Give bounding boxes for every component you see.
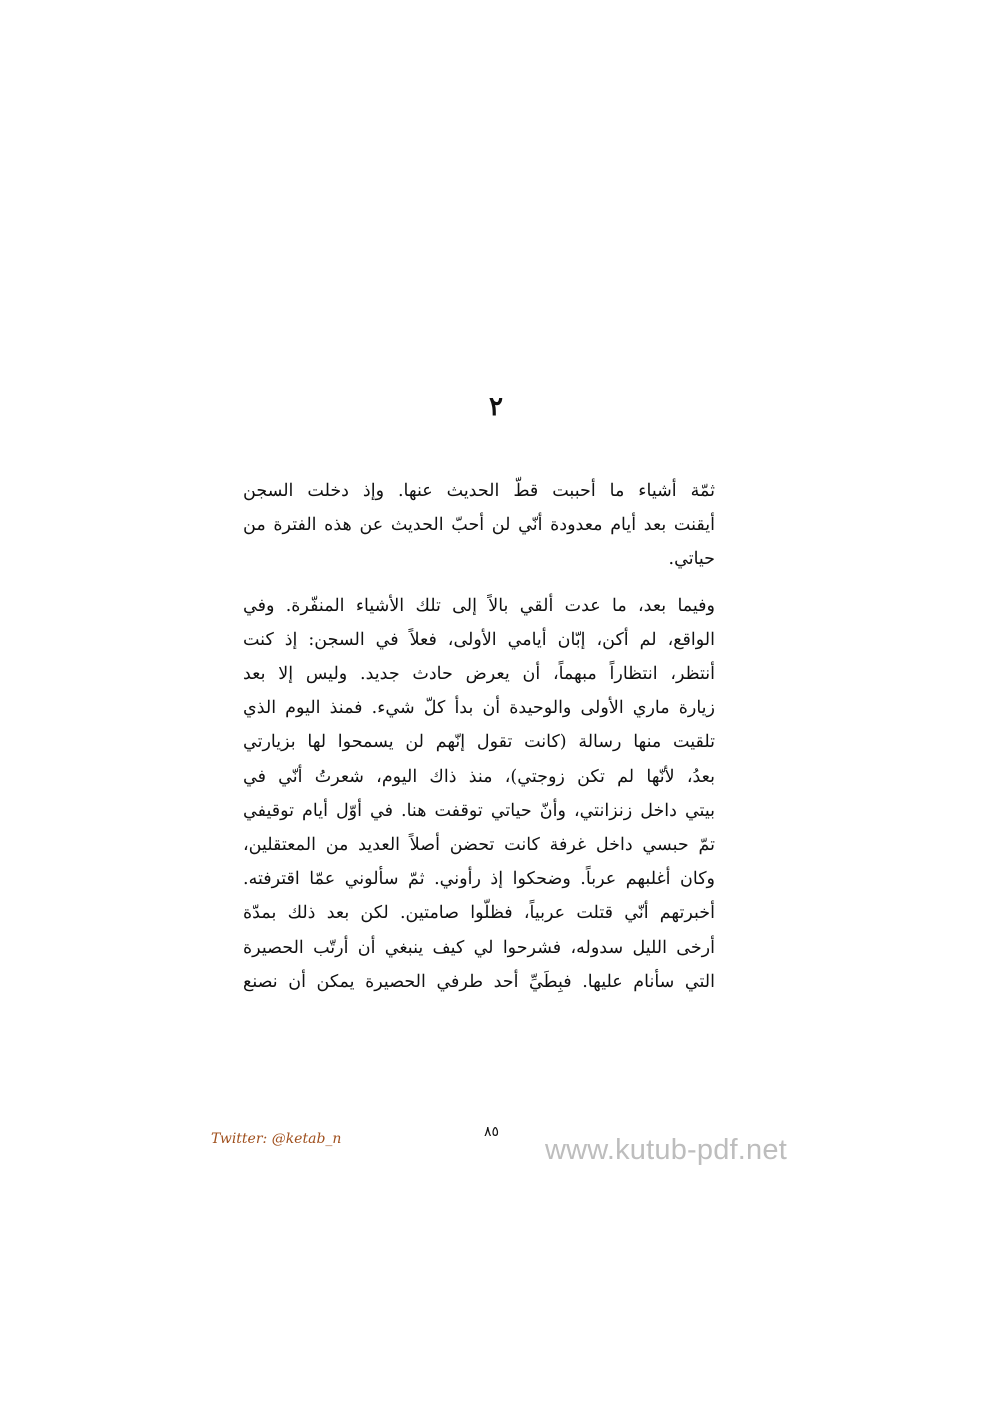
paragraph-1 <box>243 474 751 577</box>
text-line: بيتي داخل زنزانتي، وأنّ حياتي توقفت هنا. في أوّل أيام توقيفي <box>243 800 715 821</box>
text-line: وكان أغلبهم عرباً. وضحكوا إذ رأوني. ثمّ سألوني عمّا اقترفته. <box>243 869 715 890</box>
text-line: بعدُ، لأنّها لم تكن زوجتي)، منذ ذاك اليوم، شعرتُ أنّي في <box>243 766 715 787</box>
text-line: أرخى الليل سدوله، فشرحوا لي كيف ينبغي أن أرتّب الحصيرة <box>243 937 715 958</box>
text-line: أيقنت بعد أيام معدودة أنّي لن أحبّ الحديث عن هذه الفترة من <box>243 515 715 536</box>
page-number: ٨٥ <box>484 1124 500 1140</box>
text-line: وفيما بعد، ما عدت ألقي بالاً إلى تلك الأشياء المنفّرة. وفي <box>243 595 715 616</box>
text-line: زيارة ماري الأولى والوحيدة أن بدأ كلّ شيء. فمنذ اليوم الذي <box>243 698 715 719</box>
text-line: أنتظر، انتظاراً مبهماً، أن يعرض حادث جديد. وليس إلا بعد <box>243 664 715 685</box>
text-line: التي سأنام عليها. فبِطَيِّ أحد طرفي الحصيرة يمكن أن نصنع <box>243 971 715 992</box>
text-line: ثمّة أشياء ما أحببت قطّ الحديث عنها. وإذ دخلت السجن <box>243 481 715 501</box>
text-line: تمّ حبسي داخل غرفة كانت تحضن أصلاً العديد من المعتقلين، <box>243 835 715 856</box>
chapter-number: ٢ <box>489 392 503 422</box>
text-line: أخبرتهم أنّي قتلت عربياً، فظلّوا صامتين. لكن بعد ذلك بمدّة <box>243 903 715 924</box>
text-line: تلقيت منها رسالة (كانت تقول إنّهم لن يسمحوا لها بزيارتي <box>243 732 715 753</box>
watermark-url: www.kutub-pdf.net <box>545 1134 787 1166</box>
chapter-body <box>243 474 751 1011</box>
twitter-handle: Twitter: @ketab_n <box>211 1131 342 1147</box>
text-line: حياتي. <box>668 549 715 570</box>
text-line: الواقع، لم أكن، إبّان أيامي الأولى، فعلاً في السجن: إذ كنت <box>243 629 715 650</box>
paragraph-2 <box>243 589 751 999</box>
